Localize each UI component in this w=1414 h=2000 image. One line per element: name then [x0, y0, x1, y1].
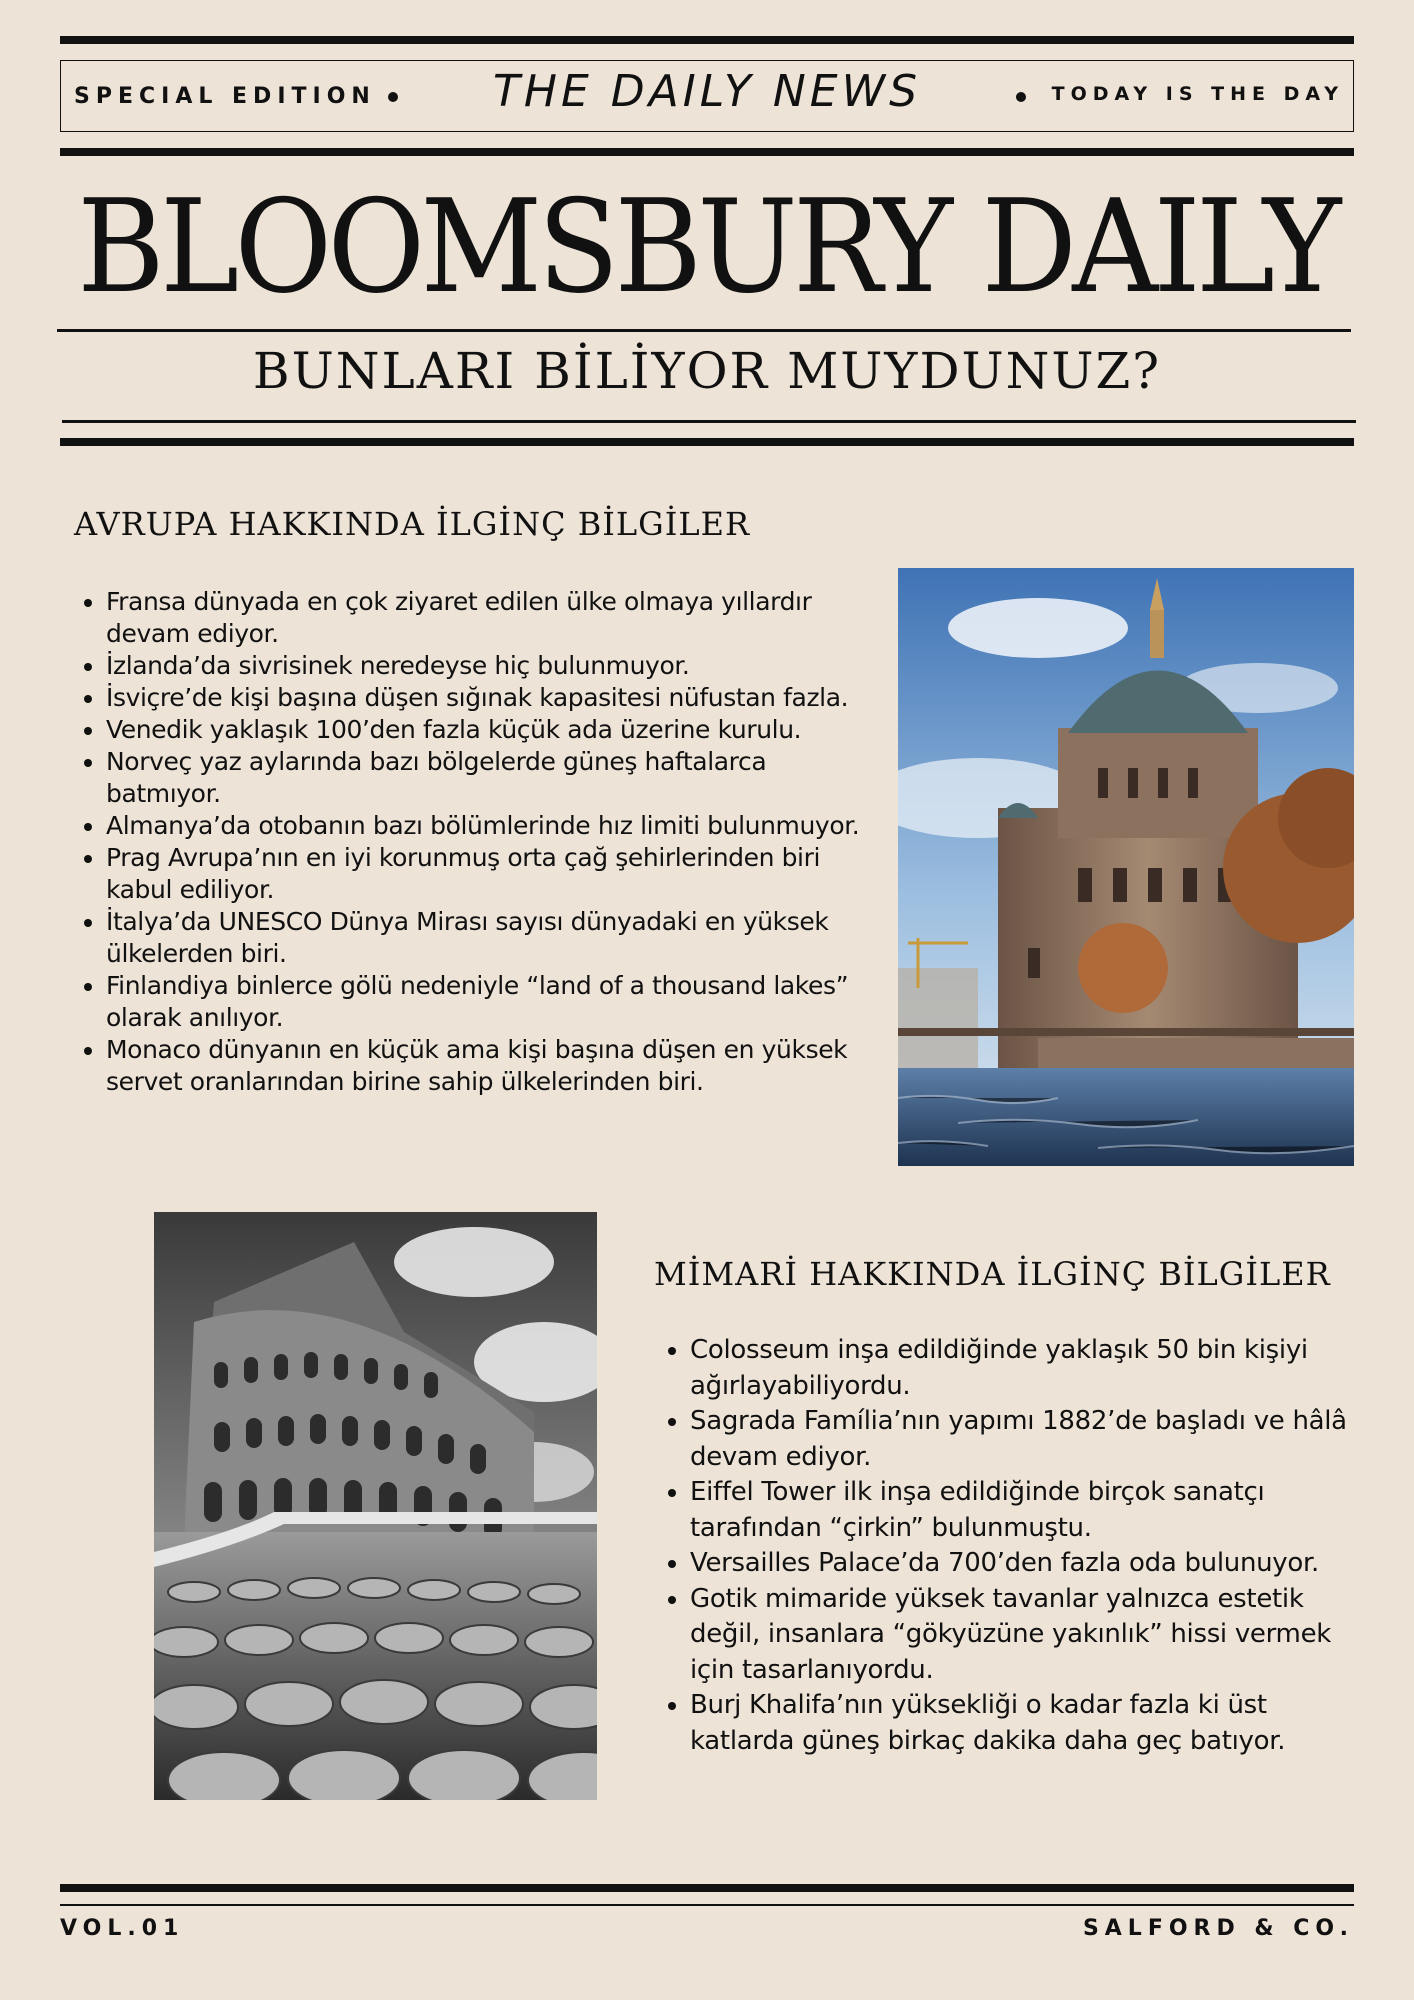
- list-item: • Monaco dünyanın en küçük ama kişi başına düşen en yüksek servet oranlarından birine sahip ülkelerinden biri.: [106, 1034, 876, 1098]
- volume-number: VOL.01: [60, 1916, 185, 1941]
- list-item: • Eiffel Tower ilk inşa edildiğinde birçok sanatçı tarafından “çirkin” bulunmuştu.: [690, 1475, 1360, 1546]
- berlin-cathedral-photo: [898, 568, 1354, 1166]
- masthead-bottom-rule: [60, 148, 1354, 156]
- subheadline: BUNLARI BİLİYOR MUYDUNUZ?: [252, 342, 1162, 400]
- colosseum-photo: [154, 1212, 597, 1800]
- architecture-section-title: MİMARİ HAKKINDA İLGİNÇ BİLGİLER: [654, 1255, 1331, 1293]
- list-item: • Colosseum inşa edildiğinde yaklaşık 50 bin kişiyi ağırlayabiliyordu.: [690, 1333, 1360, 1404]
- headline: BLOOMSBURY DAILY: [77, 173, 1337, 322]
- list-item: • Fransa dünyada en çok ziyaret edilen ülke olmaya yıllardır devam ediyor.: [106, 586, 876, 650]
- architecture-facts-list: [660, 1333, 1360, 1759]
- paper-name: THE DAILY NEWS: [492, 66, 922, 117]
- europe-section-title: AVRUPA HAKKINDA İLGİNÇ BİLGİLER: [74, 505, 751, 543]
- footer-rule-thin: [60, 1904, 1354, 1906]
- footer-rule-thick: [60, 1884, 1354, 1892]
- edition-left: SPECIAL EDITION: [74, 84, 376, 109]
- list-item: • İsviçre’de kişi başına düşen sığınak kapasitesi nüfustan fazla.: [106, 682, 876, 714]
- bullet-dot-right: [1016, 92, 1026, 102]
- list-item: • Finlandiya binlerce gölü nedeniyle “land of a thousand lakes” olarak anılıyor.: [106, 970, 876, 1034]
- subheadline-rule-thick: [60, 438, 1354, 446]
- list-item: • Venedik yaklaşık 100’den fazla küçük ada üzerine kurulu.: [106, 714, 876, 746]
- headline-rule: [57, 329, 1351, 332]
- list-item: • Prag Avrupa’nın en iyi korunmuş orta çağ şehirlerinden biri kabul ediliyor.: [106, 842, 876, 906]
- list-item: • Norveç yaz aylarında bazı bölgelerde güneş haftalarca batmıyor.: [106, 746, 876, 810]
- list-item: • Versailles Palace’da 700’den fazla oda bulunuyor.: [690, 1546, 1360, 1582]
- list-item: • Burj Khalifa’nın yüksekliği o kadar fazla ki üst katlarda güneş birkaç dakika daha geç batıyor.: [690, 1688, 1360, 1759]
- edition-right: TODAY IS THE DAY: [1051, 83, 1344, 105]
- list-item: • Gotik mimaride yüksek tavanlar yalnızca estetik değil, insanlara “gökyüzüne yakınlık” hissi vermek için tasarlanıyordu.: [690, 1582, 1360, 1689]
- list-item: • İtalya’da UNESCO Dünya Mirası sayısı dünyadaki en yüksek ülkelerden biri.: [106, 906, 876, 970]
- europe-facts-list: [76, 586, 876, 1098]
- list-item: • Sagrada Família’nın yapımı 1882’de başladı ve hâlâ devam ediyor.: [690, 1404, 1360, 1475]
- subheadline-rule-thin: [62, 420, 1356, 423]
- list-item: • Almanya’da otobanın bazı bölümlerinde hız limiti bulunmuyor.: [106, 810, 876, 842]
- top-rule: [60, 36, 1354, 44]
- list-item: • İzlanda’da sivrisinek neredeyse hiç bulunmuyor.: [106, 650, 876, 682]
- publisher-name: SALFORD & CO.: [1082, 1916, 1354, 1941]
